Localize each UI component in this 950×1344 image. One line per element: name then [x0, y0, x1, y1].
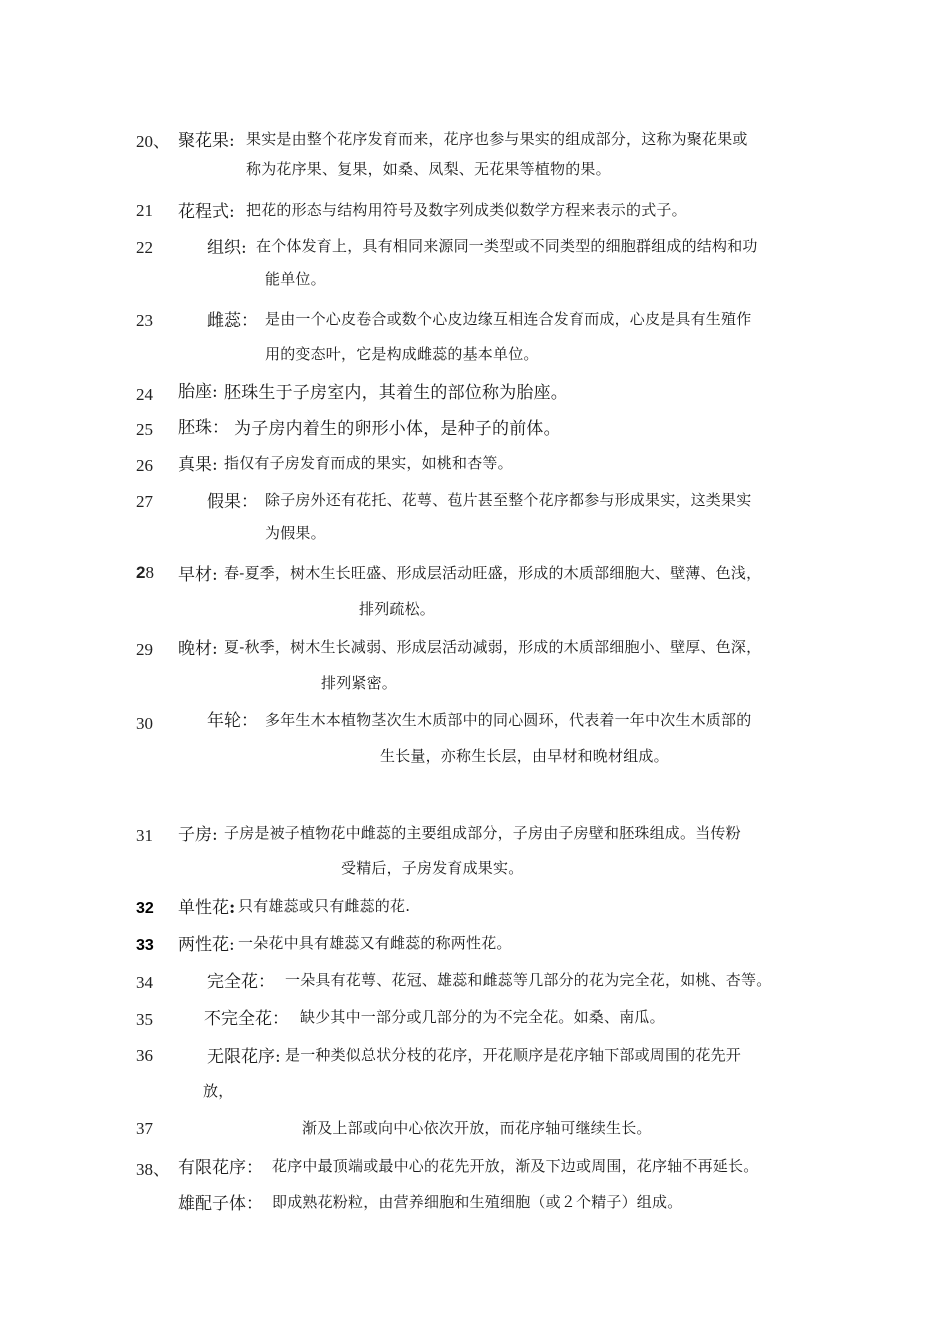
entry-definition-continued: 为假果。 — [265, 524, 326, 542]
entry-number: 28 — [136, 563, 154, 582]
entry-definition: 是由一个心皮卷合或数个心皮边缘互相连合发育而成，心皮是具有生殖作 — [265, 310, 752, 328]
entry-term: 有限花序： — [178, 1158, 263, 1178]
entry-definition-continued: 称为花序果、复果，如桑、凤梨、无花果等植物的果。 — [246, 160, 611, 178]
entry-term: 花程式: — [178, 202, 235, 222]
entry-term: 假果： — [207, 492, 258, 512]
entry-definition: 一朵花中具有雄蕊又有雌蕊的称两性花。 — [238, 934, 512, 952]
entry-definition: 除子房外还有花托、花萼、苞片甚至整个花序都参与形成果实，这类果实 — [265, 491, 752, 509]
entry-number: 22 — [136, 238, 153, 257]
entry-definition: 果实是由整个花序发育而来，花序也参与果实的组成部分，这称为聚花果或 — [246, 130, 748, 148]
entry-term: 聚花果: — [178, 131, 235, 151]
entry-number: 29 — [136, 640, 153, 659]
entry-definition-continued: 排列疏松。 — [359, 600, 436, 618]
entry-definition: 花序中最顶端或最中心的花先开放，渐及下边或周围，花序轴不再延长。 — [272, 1157, 759, 1175]
entry-number: 37 — [136, 1119, 153, 1138]
entry-definition-continued: 排列紧密。 — [321, 674, 398, 692]
entry-term: 胎座: — [178, 382, 218, 402]
entry-term: 单性花: — [178, 898, 236, 918]
entry-term: 子房: — [178, 825, 218, 845]
entry-number: 32 — [136, 900, 154, 917]
entry-definition-continued: 受精后，子房发育成果实。 — [341, 859, 524, 877]
entry-number: 27 — [136, 492, 153, 511]
entry-definition: 子房是被子植物花中雌蕊的主要组成部分，子房由子房壁和胚珠组成。当传粉 — [224, 824, 741, 842]
entry-number: 35 — [136, 1010, 153, 1029]
entry-number: 26 — [136, 456, 153, 475]
entry-definition: 即成熟花粉粒，由营养细胞和生殖细胞（或２个精子）组成。 — [272, 1193, 683, 1211]
entry-term: 无限花序: — [207, 1047, 281, 1067]
entry-number: 33 — [136, 937, 154, 954]
entry-definition-continued: 生长量，亦称生长层，由早材和晚材组成。 — [380, 747, 669, 765]
entry-term: 晚材: — [178, 639, 218, 659]
entry-term: 真果: — [178, 455, 218, 475]
entry-definition: 在个体发育上，具有相同来源同一类型或不同类型的细胞群组成的结构和功 — [256, 237, 758, 255]
entry-definition-continued: 用的变态叶，它是构成雌蕊的基本单位。 — [265, 345, 539, 363]
entry-number: 36 — [136, 1046, 153, 1065]
entry-term: 组织: — [207, 238, 247, 258]
entry-term: 完全花： — [207, 972, 275, 992]
entry-definition: 指仅有子房发育而成的果实，如桃和杏等。 — [224, 454, 513, 472]
entry-number: 30 — [136, 714, 153, 733]
entry-definition: 胚珠生于子房室内，其着生的部位称为胎座。 — [224, 383, 568, 403]
entry-number: 25 — [136, 420, 153, 439]
entry-number: 31 — [136, 826, 153, 845]
entry-definition: 缺少其中一部分或几部分的为不完全花。如桑、南瓜。 — [300, 1008, 665, 1026]
entry-term: 胚珠： — [178, 418, 229, 438]
entry-number: 23 — [136, 311, 153, 330]
entry-definition: 渐及上部或向中心依次开放，而花序轴可继续生长。 — [302, 1119, 652, 1137]
entry-definition: 为子房内着生的卵形小体，是种子的前体。 — [234, 419, 561, 439]
entry-number: 38、 — [136, 1160, 170, 1179]
entry-term: 两性花: — [178, 935, 235, 955]
entry-number: 34 — [136, 973, 153, 992]
entry-definition-continued: 能单位。 — [265, 270, 326, 288]
entry-term: 早材: — [178, 565, 218, 585]
entry-definition: 春-夏季，树木生长旺盛、形成层活动旺盛，形成的木质部细胞大、壁薄、色浅， — [224, 564, 762, 582]
entry-number: 24 — [136, 385, 153, 404]
entry-definition: 一朵具有花萼、花冠、雄蕊和雌蕊等几部分的花为完全花，如桃、杏等。 — [285, 971, 772, 989]
entry-definition: 把花的形态与结构用符号及数字列成类似数学方程来表示的式子。 — [246, 201, 687, 219]
entry-definition: 只有雄蕊或只有雌蕊的花. — [238, 897, 411, 915]
entry-definition: 多年生木本植物茎次生木质部中的同心圆环，代表着一年中次生木质部的 — [265, 711, 752, 729]
entry-term: 雌蕊： — [207, 311, 258, 331]
entry-definition: 是一种类似总状分枝的花序，开花顺序是花序轴下部或周围的花先开 — [285, 1046, 742, 1064]
entry-number: 21 — [136, 201, 153, 220]
entry-definition: 夏-秋季，树木生长减弱、形成层活动减弱，形成的木质部细胞小、壁厚、色深， — [224, 638, 762, 656]
entry-number: 20、 — [136, 132, 170, 151]
entry-definition-continued: 放， — [203, 1082, 234, 1100]
entry-term: 年轮： — [207, 711, 258, 731]
entry-term: 不完全花： — [204, 1009, 289, 1029]
entry-term: 雄配子体： — [178, 1194, 263, 1214]
